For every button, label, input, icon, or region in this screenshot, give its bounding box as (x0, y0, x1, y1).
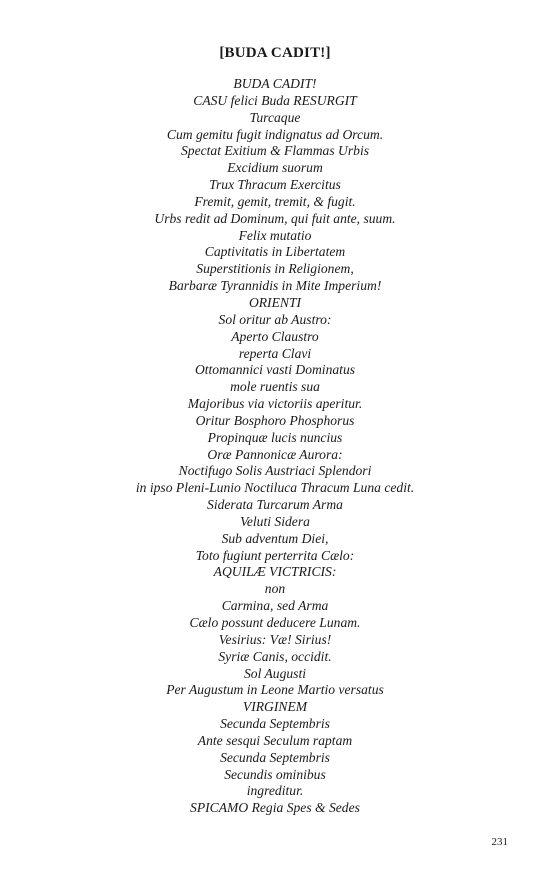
verse-line: Cælo possunt deducere Lunam. (189, 615, 361, 630)
verse-line: Excidium suorum (227, 160, 323, 176)
verse-line: Superstitionis in Religionem, (196, 261, 354, 277)
verse-line: Oritur Bosphoro Phosphorus (195, 412, 355, 428)
verse-line: Fremit, gemit, tremit, & fugit. (194, 193, 356, 209)
verse-line: Trux Thracum Exercitus (209, 177, 341, 193)
verse-line: ORIENTI (248, 294, 302, 310)
verse-line: AQUILÆ VICTRICIS: (213, 564, 337, 580)
verse-line: Siderata Turcarum Arma (207, 497, 343, 513)
verse-line: VIRGINEM (242, 699, 308, 715)
verse-line: non (264, 581, 286, 597)
verse-line: Secunda Septembris (220, 749, 330, 765)
verse-line: in ipso Pleni-Lunio Noctiluca Thracum Luna cedit. (135, 480, 415, 496)
verse-line: Secundis ominibus (224, 766, 326, 782)
verse-line: SPICAMO Regia Spes & Sedes (190, 800, 360, 816)
verse-block (0, 76, 550, 817)
verse-line: Captivitatis in Libertatem (204, 244, 346, 260)
verse-line: Sol oritur ab Austro: (218, 311, 332, 327)
verse-line: Propinquæ lucis nuncius (207, 429, 343, 445)
verse-line: ingreditur. (246, 783, 304, 799)
verse-line: Secunda Septembris (220, 716, 330, 732)
verse-line: Carmina, sed Arma (221, 598, 329, 614)
verse-line: Urbs redit ad Dominum, qui fuit ante, suum. (154, 210, 396, 226)
verse-line: Ante sesqui Seculum raptam (197, 732, 353, 748)
verse-line: Toto fugiunt perterrita Cælo: (195, 547, 355, 563)
verse-line: Per Augustum in Leone Martio versatus (166, 682, 384, 698)
verse-line: BUDA CADIT! (233, 76, 317, 91)
verse-line: Sol Augusti (243, 665, 307, 681)
verse-line: Turcaque (249, 109, 301, 125)
verse-line: Aperto Claustro (231, 328, 319, 344)
page-number: 231 (491, 836, 508, 848)
verse-line: Sub adventum Diei, (221, 530, 329, 546)
verse-line: Syriæ Canis, occidit. (218, 648, 332, 664)
verse-line: Spectat Exitium & Flammas Urbis (180, 143, 370, 159)
verse-line: mole ruentis sua (230, 379, 320, 395)
verse-line: Vesirius: Væ! Sirius! (218, 631, 332, 647)
verse-line: Noctifugo Solis Austriaci Splendori (178, 463, 372, 479)
verse-line: reperta Clavi (238, 345, 312, 361)
verse-line: CASU felici Buda RESURGIT (193, 92, 357, 108)
page-title: [BUDA CADIT!] (219, 45, 331, 61)
verse-line: Majoribus via victoriis aperitur. (187, 396, 363, 412)
verse-line: Barbaræ Tyrannidis in Mite Imperium! (168, 278, 382, 294)
verse-line: Cum gemitu fugit indignatus ad Orcum. (166, 126, 384, 142)
verse-line: Felix mutatio (238, 227, 312, 243)
verse-line: Ottomannici vasti Dominatus (194, 362, 356, 378)
verse-line: Oræ Pannonicæ Aurora: (207, 446, 343, 462)
verse-line: Veluti Sidera (240, 513, 310, 529)
